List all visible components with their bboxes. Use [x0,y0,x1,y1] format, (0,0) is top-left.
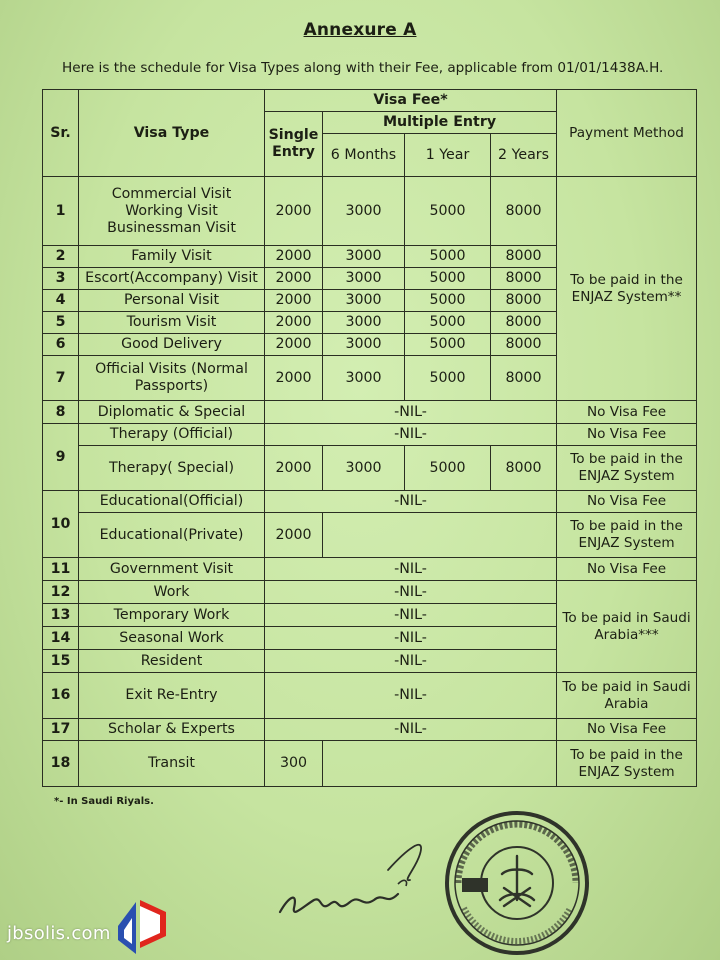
nil-cell: -NIL- [265,627,557,650]
fee-single-cell: 2000 [265,246,323,268]
sr-cell: 12 [43,581,79,604]
header-6-months: 6 Months [323,134,405,177]
sr-cell: 6 [43,334,79,356]
header-visa-type: Visa Type [79,90,265,177]
nil-cell: -NIL- [265,581,557,604]
fee-6-months-cell: 3000 [323,312,405,334]
visa-type-cell: Therapy( Special) [79,446,265,491]
visa-type-line: Working Visit [125,202,218,219]
fee-1-year-cell: 5000 [405,290,491,312]
sr-cell: 13 [43,604,79,627]
fee-single-cell: 2000 [265,268,323,290]
payment-method-cell: To be paid in the ENJAZ System [557,446,697,491]
visa-type-cell: Educational(Private) [79,513,265,558]
fee-6-months-cell: 3000 [323,177,405,246]
table-row [43,424,697,446]
header-payment-method: Payment Method [557,90,697,177]
fee-2-years-cell: 8000 [491,356,557,401]
nil-cell: -NIL- [265,650,557,673]
header-multiple-entry: Multiple Entry [323,112,557,134]
visa-type-cell: Temporary Work [79,604,265,627]
fee-2-years-cell: 8000 [491,268,557,290]
sr-cell: 14 [43,627,79,650]
sr-cell: 7 [43,356,79,401]
fee-1-year-cell: 5000 [405,312,491,334]
fee-1-year-cell: 5000 [405,246,491,268]
fee-2-years-cell: 8000 [491,334,557,356]
fee-2-years-cell: 8000 [491,246,557,268]
payment-method-cell: No Visa Fee [557,719,697,741]
fee-2-years-cell: 8000 [491,446,557,491]
sr-cell: 18 [43,741,79,787]
fee-6-months-cell: 3000 [323,446,405,491]
fee-single-cell: 2000 [265,177,323,246]
table-row [43,558,697,581]
fee-2-years-cell: 8000 [491,177,557,246]
nil-cell: -NIL- [265,558,557,581]
watermark [0,896,200,960]
payment-method-cell: To be paid in Saudi Arabia [557,673,697,719]
nil-cell: -NIL- [265,673,557,719]
fee-6-months-cell: 3000 [323,290,405,312]
fee-1-year-cell: 5000 [405,446,491,491]
sr-cell: 15 [43,650,79,673]
fee-2-years-cell: 8000 [491,290,557,312]
header-1-year: 1 Year [405,134,491,177]
fee-6-months-cell: 3000 [323,334,405,356]
fee-single-cell: 2000 [265,312,323,334]
fee-1-year-cell: 5000 [405,177,491,246]
header-visa-fee: Visa Fee* [265,90,557,112]
sr-cell: 9 [43,424,79,491]
nil-cell: -NIL- [265,424,557,446]
table-row [43,177,697,246]
sr-cell: 11 [43,558,79,581]
visa-type-cell: Educational(Official) [79,491,265,513]
visa-type-cell: Escort(Accompany) Visit [79,268,265,290]
empty-fee-cell [323,513,557,558]
embassy-seal-image [442,808,592,958]
sr-cell: 10 [43,491,79,558]
sr-cell: 1 [43,177,79,246]
fee-single-cell: 2000 [265,290,323,312]
visa-type-cell: Therapy (Official) [79,424,265,446]
visa-type-cell: Tourism Visit [79,312,265,334]
visa-type-cell: Work [79,581,265,604]
table-row [43,673,697,719]
visa-type-line: Businessman Visit [107,219,236,236]
visa-type-cell: Official Visits (Normal Passports) [79,356,265,401]
header-single-entry: Single Entry [265,112,323,177]
empty-fee-cell [323,741,557,787]
sr-cell: 2 [43,246,79,268]
fee-6-months-cell: 3000 [323,268,405,290]
nil-cell: -NIL- [265,604,557,627]
payment-method-cell: No Visa Fee [557,401,697,424]
fee-single-cell: 2000 [265,334,323,356]
payment-method-enjaz: To be paid in the ENJAZ System** [557,177,697,401]
nil-cell: -NIL- [265,719,557,741]
header-sr: Sr. [43,90,79,177]
table-row [43,513,697,558]
fee-1-year-cell: 5000 [405,356,491,401]
table-row [43,581,697,604]
sr-cell: 4 [43,290,79,312]
table-row [43,741,697,787]
fee-single-cell: 2000 [265,446,323,491]
signature-image [270,820,460,930]
nil-cell: -NIL- [265,401,557,424]
visa-type-cell: Scholar & Experts [79,719,265,741]
visa-type-cell: Good Delivery [79,334,265,356]
table-row [43,491,697,513]
table-row [43,401,697,424]
fee-1-year-cell: 5000 [405,268,491,290]
visa-type-cell [79,177,265,246]
visa-type-cell: Government Visit [79,558,265,581]
fee-single-cell: 2000 [265,356,323,401]
fee-single-cell: 2000 [265,513,323,558]
document-subtitle: Here is the schedule for Visa Types along with their Fee, applicable from 01/01/1438A.H. [62,60,664,76]
payment-method-cell: No Visa Fee [557,424,697,446]
payment-method-cell: To be paid in the ENJAZ System [557,741,697,787]
header-2-years: 2 Years [491,134,557,177]
visa-type-cell: Resident [79,650,265,673]
visa-type-cell: Personal Visit [79,290,265,312]
payment-method-cell: No Visa Fee [557,491,697,513]
visa-type-cell: Exit Re-Entry [79,673,265,719]
table-row [43,446,697,491]
watermark-text: jbsolis.com [7,923,111,944]
fee-6-months-cell: 3000 [323,356,405,401]
payment-method-saudi: To be paid in Saudi Arabia*** [557,581,697,673]
fee-2-years-cell: 8000 [491,312,557,334]
sr-cell: 8 [43,401,79,424]
fee-single-cell: 300 [265,741,323,787]
payment-method-cell: To be paid in the ENJAZ System [557,513,697,558]
visa-type-cell: Seasonal Work [79,627,265,650]
table-row [43,719,697,741]
sr-cell: 5 [43,312,79,334]
footnote: *- In Saudi Riyals. [54,796,154,807]
sr-cell: 3 [43,268,79,290]
header-row-1 [43,90,697,112]
fee-1-year-cell: 5000 [405,334,491,356]
fee-6-months-cell: 3000 [323,246,405,268]
nil-cell: -NIL- [265,491,557,513]
payment-method-cell: No Visa Fee [557,558,697,581]
jb-logo-icon [110,896,182,958]
sr-cell: 17 [43,719,79,741]
visa-type-line: Commercial Visit [111,185,232,202]
visa-fee-table [42,89,697,787]
visa-type-cell: Diplomatic & Special [79,401,265,424]
visa-type-cell: Transit [79,741,265,787]
visa-type-cell: Family Visit [79,246,265,268]
document-title: Annexure A [303,20,417,40]
sr-cell: 16 [43,673,79,719]
